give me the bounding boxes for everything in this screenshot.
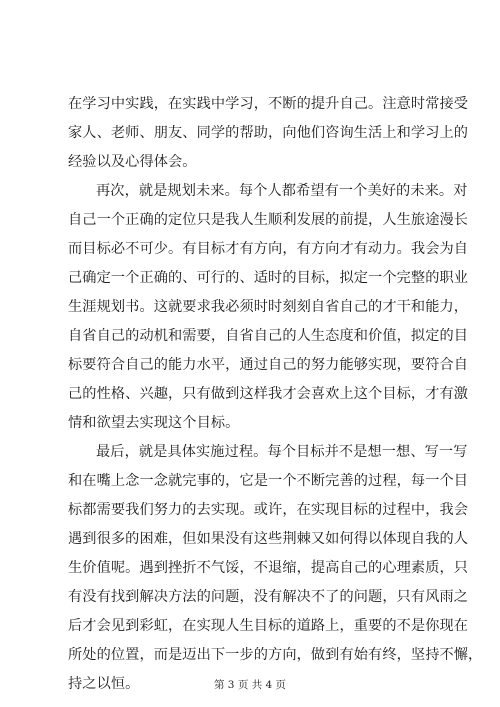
text-line: 在学习中实践，在实践中学习，不断的提升自己。注意时常接受: [68, 96, 469, 112]
text-line: 而目标必不可少。有目标才有方向，有方向才有动力。我会为自: [68, 241, 469, 257]
text-line: 和在嘴上念一念就完事的，它是一个不断完善的过程，每一个目: [68, 473, 469, 489]
text-line: 情和欲望去实现这个目标。: [68, 415, 240, 431]
text-line: 所处的位置，而是迈出下一步的方向，做到有始有终，坚持不懈，: [68, 647, 483, 663]
text-line: 自己一个正确的定位只是我人生顺利发展的前提，人生旅途漫长: [68, 212, 469, 228]
text-line: 后才会见到彩虹，在实现人生目标的道路上，重要的不是你现在: [68, 618, 469, 634]
text-line: 标都需要我们努力的去实现。或许，在实现目标的过程中，我会: [68, 502, 469, 518]
text-line: 家人、老师、朋友、同学的帮助，向他们咨询生活上和学习上的: [68, 125, 469, 141]
text-line: 己的性格、兴趣，只有做到这样我才会喜欢上这个目标，才有激: [68, 386, 469, 402]
text-line: 有没有找到解决方法的问题，没有解决不了的问题，只有风雨之: [68, 589, 469, 605]
text-line: 自省自己的动机和需要，自省自己的人生态度和价值，拟定的目: [68, 328, 469, 344]
page-footer: 第 3 页 共 4 页: [213, 679, 287, 691]
text-line: 生价值呢。遇到挫折不气馁，不退缩，提高自己的心理素质，只: [68, 560, 469, 576]
text-line: 经验以及心得体会。: [68, 154, 197, 170]
text-line: 再次，就是规划未来。每个人都希望有一个美好的未来。对: [96, 183, 468, 199]
text-line: 标要符合自己的能力水平，通过自己的努力能够实现，要符合自: [68, 357, 469, 373]
text-line: 最后，就是具体实施过程。每个目标并不是想一想、写一写: [96, 444, 468, 460]
text-line: 生涯规划书。这就要求我必须时时刻刻自省自己的才干和能力，: [68, 299, 469, 315]
text-line: 持之以恒。: [68, 676, 140, 692]
text-line: 遇到很多的困难，但如果没有这些荆棘又如何得以体现自我的人: [68, 531, 469, 547]
text-line: 己确定一个正确的、可行的、适时的目标，拟定一个完整的职业: [68, 270, 469, 286]
